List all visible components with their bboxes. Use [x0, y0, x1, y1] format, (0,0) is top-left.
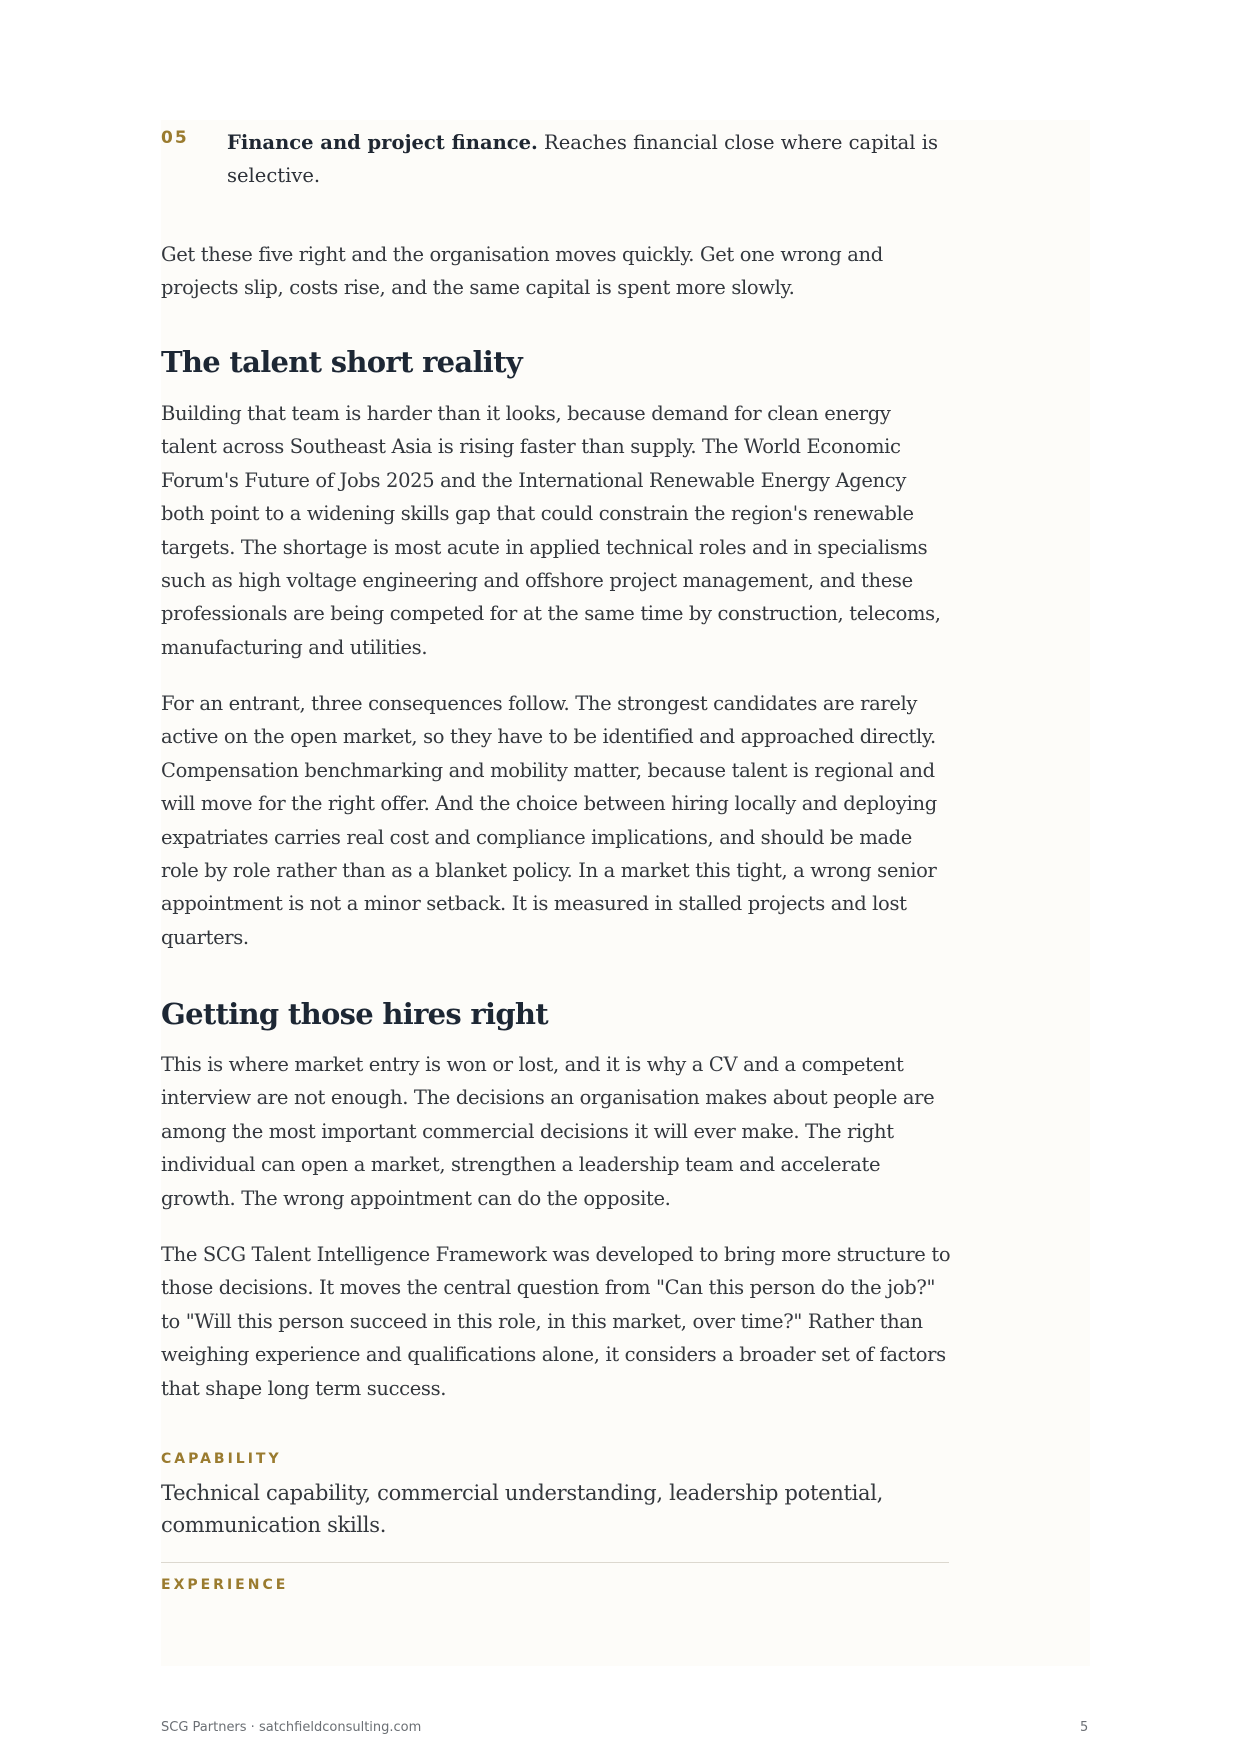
list-item-rest: Reaches financial close where capital is selective.	[227, 131, 938, 187]
section-heading-talent: The talent short reality	[161, 345, 522, 379]
capability-label: CAPABILITY	[161, 1451, 282, 1467]
paragraph-hires-1: This is where market entry is won or lost, and it is why a CV and a competent interview are not enough. The decisions an organisation makes about people are among the most important commercial decisions it will ever make. The right individual can open a market, strengthen a leadership team and accelerate growth. The wrong appointment can do the opposite.	[161, 1053, 935, 1210]
footer-company: SCG Partners · satchfieldconsulting.com	[161, 1720, 422, 1735]
capability-text: Technical capability, commercial understanding, leadership potential, communication skills.	[161, 1481, 884, 1537]
divider	[161, 1562, 949, 1563]
experience-label: EXPERIENCE	[161, 1577, 289, 1593]
list-item-number: 05	[161, 128, 189, 148]
list-item-text	[227, 126, 947, 192]
paragraph-talent-2: For an entrant, three consequences follow. The strongest candidates are rarely active on the open market, so they have to be identified and approached directly. Compensation benchmarking and mobility matter, because talent is regional and will move for the right offer. And the choice between hiring locally and deploying expatriates carries real cost and compliance implications, and should be made role by role rather than as a blanket policy. In a market this tight, a wrong senior appointment is not a minor setback. It is measured in stalled projects and lost quarters.	[161, 692, 937, 949]
page-number: 5	[1080, 1720, 1089, 1735]
paragraph-hires-2: The SCG Talent Intelligence Framework was developed to bring more structure to those decisions. It moves the central question from "Can this person do the job?" to "Will this person succeed in this role, in this market, over time?" Rather than weighing experience and qualifications alone, it considers a broader set of factors that shape long term success.	[161, 1243, 951, 1400]
section-heading-hires: Getting those hires right	[161, 997, 548, 1031]
list-item-bold: Finance and project finance.	[227, 131, 538, 154]
intro-paragraph: Get these five right and the organisation moves quickly. Get one wrong and projects slip, costs rise, and the same capital is spent more slowly.	[161, 243, 883, 300]
paragraph-talent-1: Building that team is harder than it looks, because demand for clean energy talent across Southeast Asia is rising faster than supply. The World Economic Forum's Future of Jobs 2025 and the International Renewable Energy Agency both point to a widening skills gap that could constrain the region's renewable targets. The shortage is most acute in applied technical roles and in specialisms such as high voltage engineering and offshore project management, and these professionals are being competed for at the same time by construction, telecoms, manufacturing and utilities.	[161, 402, 941, 659]
